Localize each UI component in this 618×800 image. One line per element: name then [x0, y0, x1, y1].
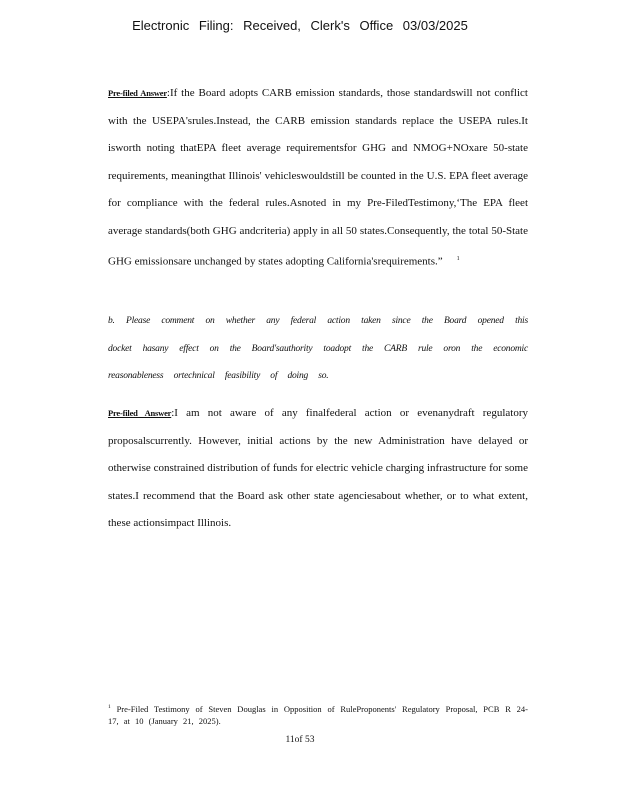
question-b [108, 308, 528, 391]
footnote-reference: 1 [456, 255, 460, 262]
answer-paragraph-1 [108, 80, 528, 276]
question-text: b. Please comment on whether any federal action taken since the Board opened this docket hasany effect on the Board'sauthority toadopt the CARB rule oron the economic reasonableness ortechnical feasibility of doing so. [108, 316, 528, 382]
filing-header: Electronic Filing: Received, Clerk's Office 03/03/2025 [132, 18, 468, 33]
footnote [108, 701, 528, 727]
footnote-number: 1 [108, 704, 111, 710]
footnote-text: Pre-Filed Testimony of Steven Douglas in Opposition of RuleProponents' Regulatory Proposal, PCB R 24-17, at 10 (January 21, 2025). [108, 703, 529, 726]
answer-text: :If the Board adopts CARB emission standards, those standardswill not conflict with the USEPA'srules.Instead, the CARB emission standards replace the USEPA rules.It isworth noting thatEPA fleet average requirementsfor GHG and NMOG+NOxare 50-state requirements, meaningthat Illinois' vehicleswouldstill be counted in the U.S. EPA fleet average for compliance with the federal rules.Asnoted in my Pre-FiledTestimony,‘The EPA fleet average standards(both GHG andcriteria) apply in all 50 states.Consequently, the total 50-State GHG emissionsare unchanged by states adopting California'srequirements.” [108, 87, 528, 268]
answer-text: :I am not aware of any finalfederal action or evenanydraft regulatory proposalscurrently. However, initial actions by the new Administration have delayed or otherwise constrained distribution of funds for electric vehicle charging infrastructure for some states.I recommend that the Board ask other state agenciesabout whether, or to what extent, these actionsimpact Illinois. [108, 407, 528, 530]
page-number: 11of 53 [285, 735, 315, 745]
answer-paragraph-2 [108, 400, 528, 538]
answer-label: Pre-filed Answer [108, 88, 167, 98]
answer-label: Pre-filed Answer [108, 408, 172, 418]
